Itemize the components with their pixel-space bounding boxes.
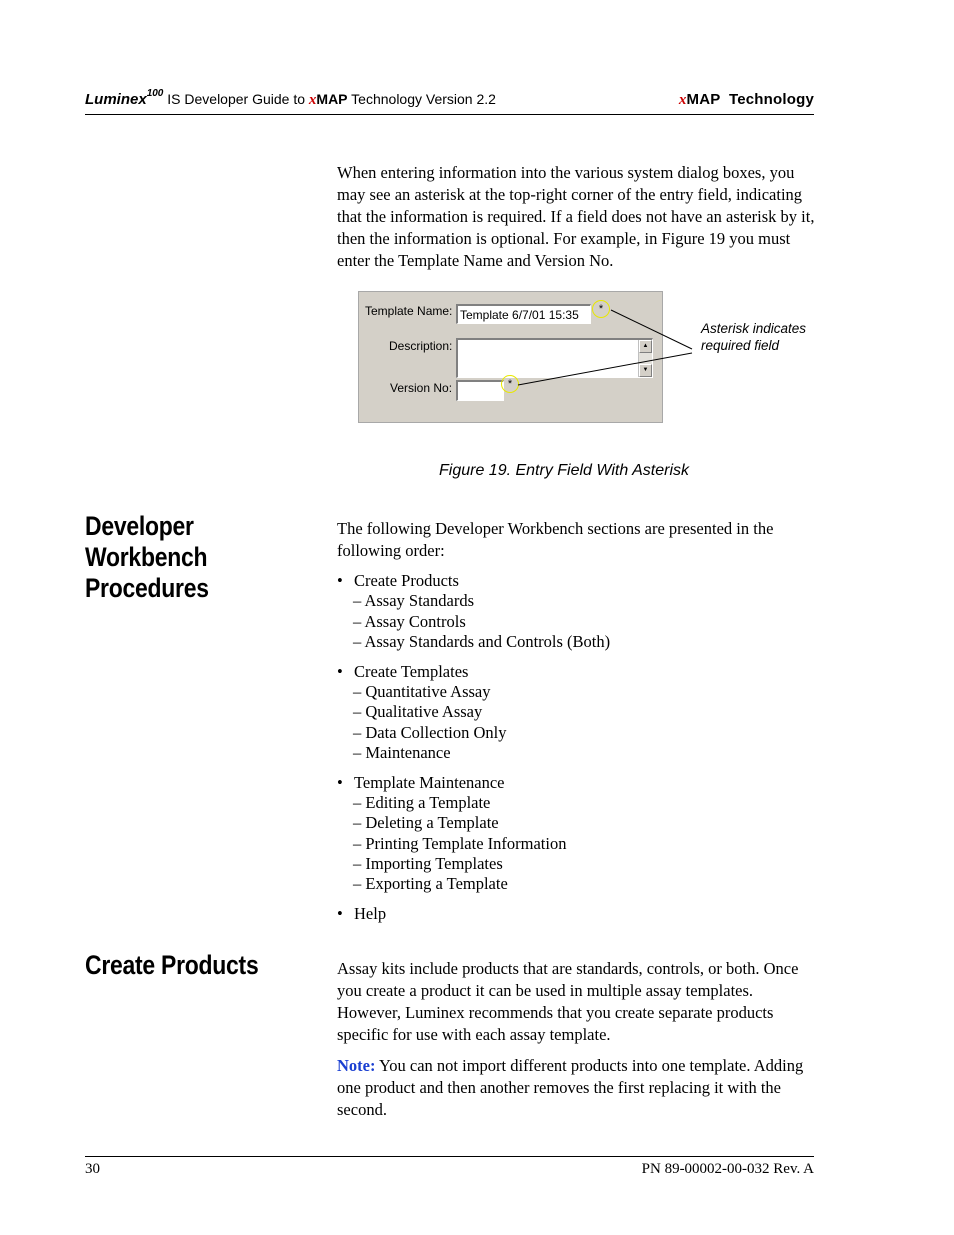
list-subitem: – Exporting a Template bbox=[353, 874, 508, 894]
list-item: • Create Templates bbox=[337, 661, 469, 681]
version-asterisk: * bbox=[501, 375, 519, 393]
page-number: 30 bbox=[85, 1161, 100, 1177]
template-name-value: Template 6/7/01 15:35 bbox=[460, 308, 579, 322]
list-subitem: – Assay Controls bbox=[353, 611, 466, 631]
note-label: Note: bbox=[337, 1056, 376, 1075]
template-name-label: Template Name: bbox=[365, 304, 453, 318]
note-text: You can not import different products into one template. Adding one product and then another removes the first replacing it with the second. bbox=[337, 1056, 804, 1119]
list-subitem: – Maintenance bbox=[353, 742, 451, 762]
developer-workbench-heading: Developer Workbench Procedures bbox=[85, 511, 209, 603]
list-group-template-maintenance bbox=[337, 773, 817, 895]
list-subitem: – Importing Templates bbox=[353, 853, 503, 873]
header-right-x: x bbox=[678, 92, 687, 108]
callout-text: Asterisk indicates required field bbox=[701, 321, 807, 353]
list-item: • Help bbox=[337, 903, 387, 923]
figure-caption: Figure 19. Entry Field With Asterisk bbox=[439, 462, 690, 479]
x-letter: x bbox=[308, 92, 317, 108]
description-label: Description: bbox=[389, 339, 453, 353]
page-footer bbox=[85, 1156, 814, 1185]
developer-intro: The following Developer Workbench sections are presented in the following order: bbox=[337, 519, 774, 560]
list-group-create-templates bbox=[337, 662, 817, 763]
part-number: PN 89-00002-00-032 Rev. A bbox=[641, 1161, 814, 1177]
list-subitem: – Qualitative Assay bbox=[353, 702, 483, 722]
list-group-help bbox=[337, 904, 817, 924]
list-subitem: – Editing a Template bbox=[353, 792, 491, 812]
header-right-text: MAP Technology bbox=[686, 91, 814, 108]
list-subitem: – Deleting a Template bbox=[353, 813, 499, 833]
scroll-up-icon[interactable]: ▲ bbox=[639, 340, 652, 353]
list-item: • Template Maintenance bbox=[337, 772, 505, 792]
list-group-create-products bbox=[337, 571, 817, 652]
guide-suffix: Technology Version 2.2 bbox=[347, 91, 496, 107]
list-subitem: – Assay Standards bbox=[353, 591, 474, 611]
create-products-heading: Create Products bbox=[85, 950, 259, 980]
list-item: • Create Products bbox=[337, 571, 459, 590]
brand-name: Luminex$^{100}$ bbox=[85, 88, 164, 108]
template-name-asterisk: * bbox=[592, 300, 610, 318]
map-word: MAP bbox=[316, 91, 348, 107]
procedure-list bbox=[337, 571, 817, 934]
version-label: Version No: bbox=[390, 381, 453, 395]
intro-paragraph: When entering information into the various system dialog boxes, you may see an asterisk at the top-right corner of the entry field, indicating that the information is required. If a field does not have an asterisk by it, then the information is optional. For example, in Figure 19 you must enter the Template Name and Version No. bbox=[337, 163, 815, 270]
list-subitem: – Data Collection Only bbox=[353, 722, 507, 742]
list-subitem: – Assay Standards and Controls (Both) bbox=[353, 631, 611, 651]
callout-line-top bbox=[611, 310, 692, 349]
callout-line-bottom bbox=[518, 353, 692, 385]
scroll-down-icon[interactable]: ▼ bbox=[639, 364, 652, 377]
guide-prefix: IS Developer Guide to bbox=[167, 91, 309, 107]
create-products-paragraph: Assay kits include products that are standards, controls, or both. Once you create a product it can be used in multiple assay templates. However, Luminex recommends that you create separate products specific for use with each assay template. bbox=[337, 959, 799, 1044]
list-subitem: – Printing Template Information bbox=[353, 833, 567, 853]
note-paragraph bbox=[337, 1055, 817, 1121]
list-subitem: – Quantitative Assay bbox=[353, 681, 491, 701]
